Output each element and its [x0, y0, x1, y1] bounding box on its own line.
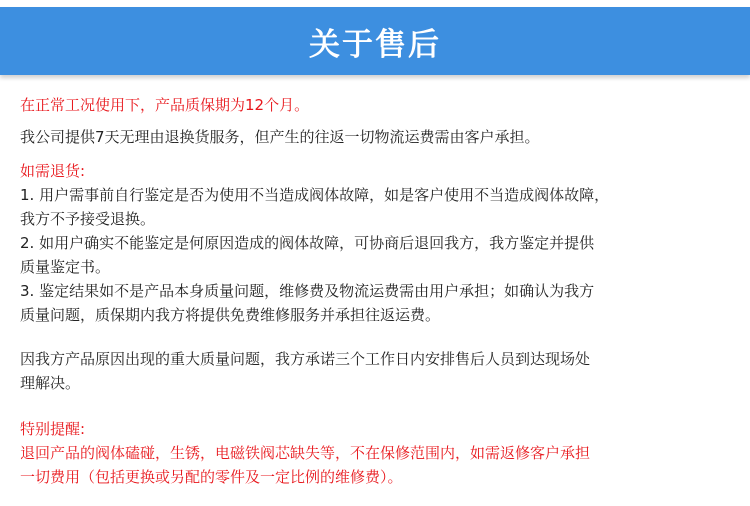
reminder-line-2: 一切费用（包括更换或另配的零件及一定比例的维修费）。	[20, 468, 403, 486]
refund-item-3-line-1: 3. 鉴定结果如不是产品本身质量问题，维修费及物流运费需由用户承担；如确认为我方	[20, 282, 595, 300]
refund-item-1-line-1: 1. 用户需事前自行鉴定是否为使用不当造成阀体故障，如是客户使用不当造成阀体故障，	[20, 186, 610, 204]
refund-item-3-line-2: 质量问题，质保期内我方将提供免费维修服务并承担往返运费。	[20, 306, 441, 324]
reminder-line-1: 退回产品的阀体磕碰，生锈，电磁铁阀芯缺失等，不在保修范围内，如需返修客户承担	[20, 444, 591, 462]
refund-item-2-line-1: 2. 如用户确实不能鉴定是何原因造成的阀体故障，可协商后退回我方，我方鉴定并提供	[20, 234, 595, 252]
refund-item-2-line-2: 质量鉴定书。	[20, 258, 111, 276]
warranty-period-text: 在正常工况使用下，产品质保期为12个月。	[20, 96, 310, 114]
page-title: 关于售后	[309, 26, 441, 63]
major-issue-line-1: 因我方产品原因出现的重大质量问题，我方承诺三个工作日内安排售后人员到达现场处	[20, 350, 591, 368]
title-banner	[0, 7, 750, 75]
after-sales-content	[20, 93, 735, 489]
major-issue-line-2: 理解决。	[20, 374, 81, 392]
refund-heading: 如需退货:	[20, 162, 86, 180]
reminder-heading: 特别提醒:	[20, 420, 86, 438]
return-policy-text: 我公司提供7天无理由退换货服务，但产生的往返一切物流运费需由客户承担。	[20, 128, 540, 146]
refund-item-1-line-2: 我方不予接受退换。	[20, 210, 156, 228]
